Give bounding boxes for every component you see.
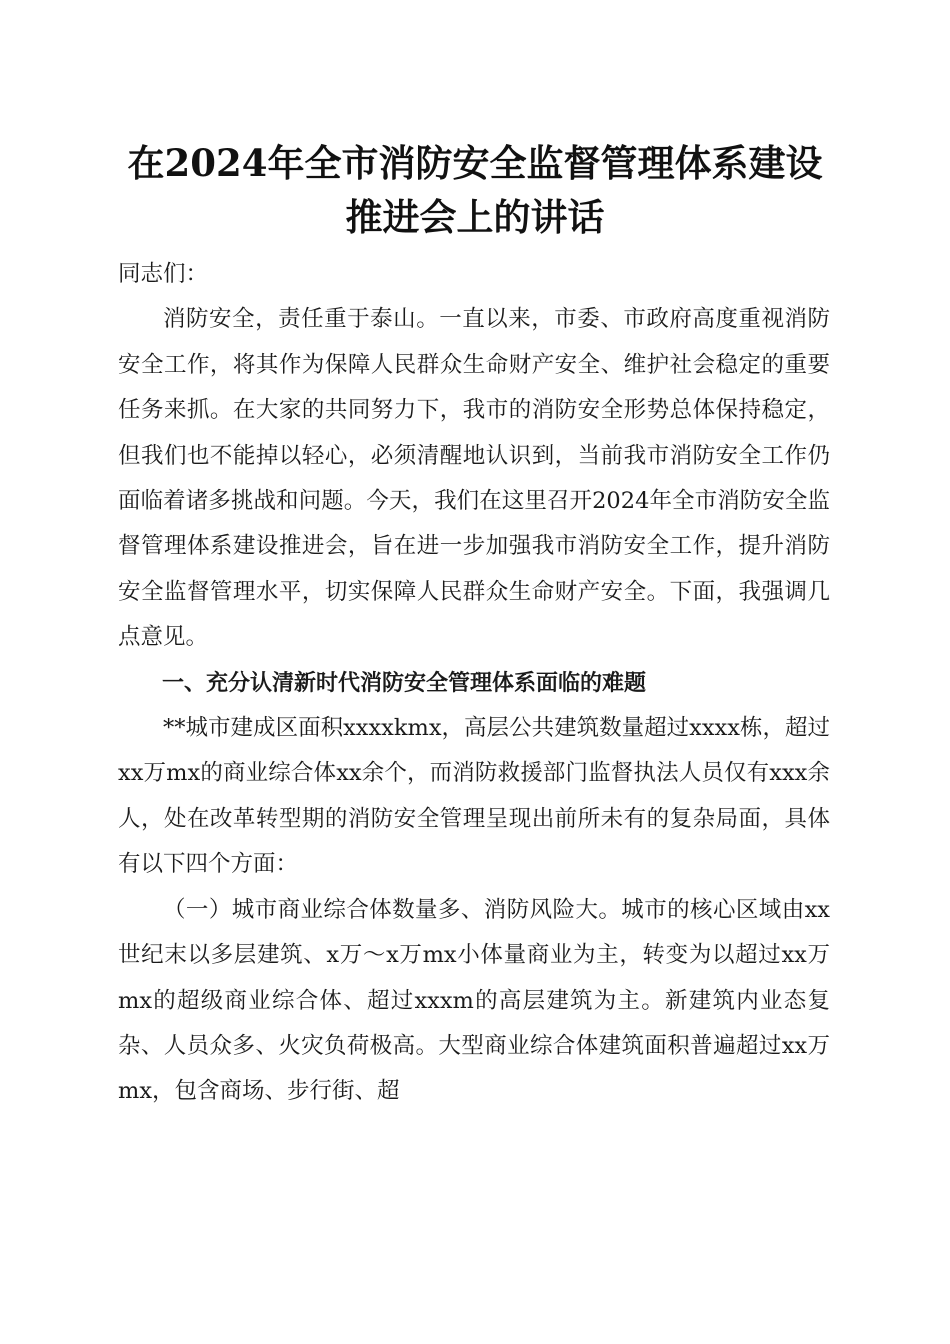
paragraph-intro: 消防安全，责任重于泰山。一直以来，市委、市政府高度重视消防安全工作，将其作为保障人民群众生命财产安全、维护社会稳定的重要任务来抓。在大家的共同努力下，我市的消防安全形势总体保持稳定，但我们也不能掉以轻心，必须清醒地认识到，当前我市消防安全工作仍面临着诸多挑战和问题。今天，我们在这里召开2024年全市消防安全监督管理体系建设推进会，旨在进一步加强我市消防安全工作，提升消防安全监督管理水平，切实保障人民群众生命财产安全。下面，我强调几点意见。 [118, 306, 830, 651]
salutation: 同志们： [118, 261, 209, 287]
paragraph-subsection-1: （一）城市商业综合体数量多、消防风险大。城市的核心区域由xx世纪末以多层建筑、x万～x万mx小体量商业为主，转变为以超过xx万mx的超级商业综合体、超过xxxm的高层建筑为主。新建筑内业态复杂、人员众多、火灾负荷极高。大型商业综合体建筑面积普遍超过xx万mx，包含商场、步行街、超 [118, 896, 830, 1105]
paragraph-overview: **城市建成区面积xxxxkmx，高层公共建筑数量超过xxxx栋，超过xx万mx的商业综合体xx余个，而消防救援部门监督执法人员仅有xxx余人，处在改革转型期的消防安全管理呈现出前所未有的复杂局面，具体有以下四个方面： [118, 715, 830, 878]
document-body [118, 252, 830, 1115]
document-title: 在2024年全市消防安全监督管理体系建设推进会上的讲话 [127, 141, 823, 239]
section-heading-1: 一、充分认清新时代消防安全管理体系面临的难题 [162, 670, 647, 696]
